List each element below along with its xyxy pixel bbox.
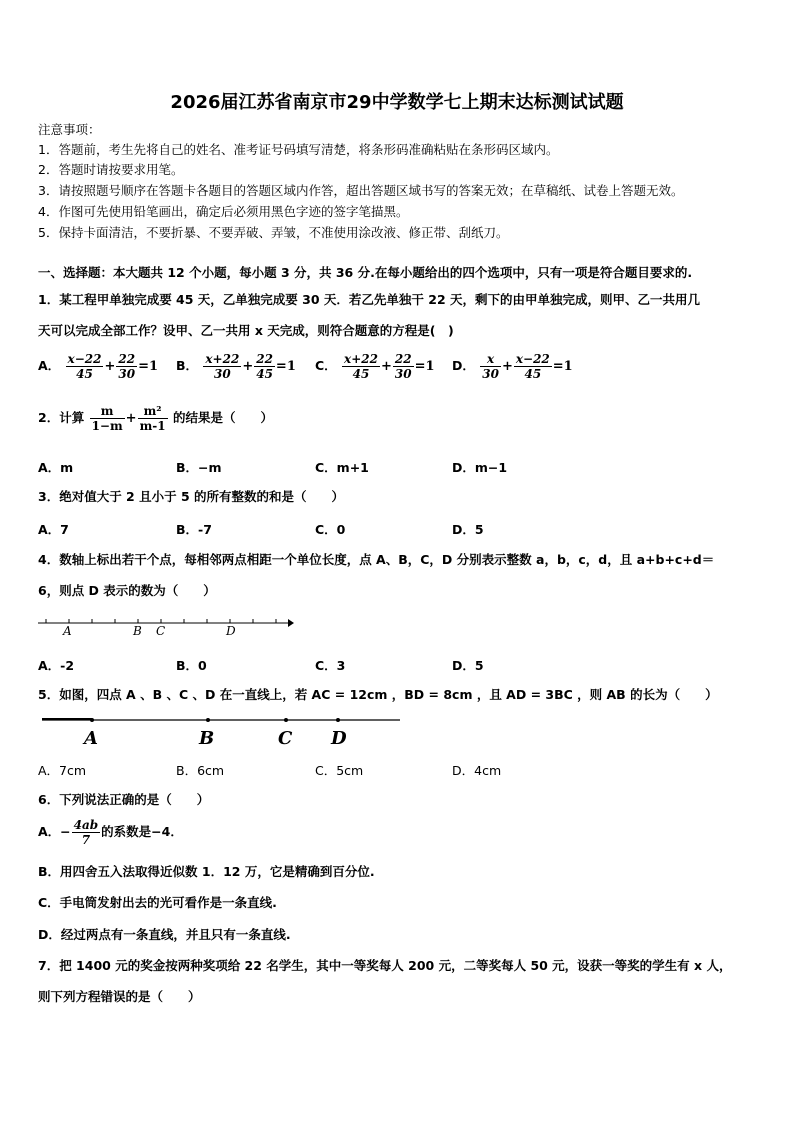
q2-option-d[interactable]: D．m−1 bbox=[452, 460, 508, 475]
segment-label-d: D bbox=[331, 728, 347, 749]
fraction: $\frac{x+22}{30}$ bbox=[205, 352, 240, 381]
q5-option-a[interactable]: A．7cm bbox=[38, 763, 87, 778]
fraction: $\frac{x-22}{45}$ bbox=[515, 352, 550, 381]
q6-option-b[interactable]: B．用四舍五入法取得近似数 1．12 万，它是精确到百分位. bbox=[38, 864, 375, 879]
point-label-c: C bbox=[156, 624, 166, 638]
q4-option-a[interactable]: A．-2 bbox=[38, 658, 75, 673]
q3-option-a[interactable]: A．7 bbox=[38, 522, 69, 537]
q3-option-d[interactable]: D．5 bbox=[452, 522, 484, 537]
fraction: $\frac{\text{m²}}{m-1}$ bbox=[139, 404, 166, 433]
q5-option-d[interactable]: D．4cm bbox=[452, 763, 502, 778]
arrow-icon bbox=[288, 619, 294, 627]
q1-option-d[interactable]: D． $\frac{x}{30}$ + $\frac{x-22}{45}$ =1 bbox=[452, 352, 573, 381]
segment-label-c: C bbox=[278, 728, 293, 749]
q6-option-a[interactable]: A．− $\frac{4ab}{7}$ 的系数是−4． bbox=[38, 818, 183, 847]
fraction: $\frac{x+22}{45}$ bbox=[344, 352, 378, 381]
question-1-line1: 1．某工程甲单独完成要 45 天，乙单独完成要 30 天．若乙先单独干 22 天，剩下的由甲单独完成，则甲、乙一共用几 bbox=[38, 292, 700, 307]
q6-option-c[interactable]: C．手电筒发射出去的光可看作是一条直线. bbox=[38, 895, 277, 910]
page-title: 2026届江苏省南京市29中学数学七上期末达标测试试题 bbox=[170, 92, 624, 113]
section-heading: 一、选择题：本大题共 12 个小题，每小题 3 分，共 36 分.在每小题给出的四个选项中，只有一项是符合题目要求的. bbox=[38, 265, 693, 280]
q5-option-c[interactable]: C．5cm bbox=[315, 763, 364, 778]
point-a-dot bbox=[90, 718, 94, 722]
note-item: 1．答题前，考生先将自己的姓名、准考证号码填写清楚，将条形码准确粘贴在条形码区域内。 bbox=[38, 142, 559, 157]
question-6: 6．下列说法正确的是（ ） bbox=[38, 792, 210, 807]
q6-option-d[interactable]: D．经过两点有一条直线，并且只有一条直线. bbox=[38, 927, 291, 942]
point-c-dot bbox=[284, 718, 288, 722]
fraction: $\frac{x}{30}$ bbox=[482, 352, 499, 381]
q5-option-b[interactable]: B．6cm bbox=[176, 763, 225, 778]
fraction: $\frac{22}{30}$ bbox=[394, 352, 412, 381]
question-5: 5．如图，四点 A 、B 、C 、D 在一直线上，若 AC = 12cm ，BD = 8cm ，且 AD = 3BC ，则 AB 的长为（ ） bbox=[38, 687, 718, 702]
number-line-ticks bbox=[46, 619, 276, 623]
fraction: $\frac{22}{30}$ bbox=[118, 352, 136, 381]
q4-option-c[interactable]: C．3 bbox=[315, 658, 346, 673]
segment-label-b: B bbox=[199, 728, 215, 749]
note-item: 4．作图可先使用铅笔画出，确定后必须用黑色字迹的签字笔描黑。 bbox=[38, 204, 409, 219]
q3-option-b[interactable]: B．-7 bbox=[176, 522, 212, 537]
note-item: 2．答题时请按要求用笔。 bbox=[38, 162, 184, 177]
fraction: $\frac{4ab}{7}$ bbox=[73, 818, 99, 847]
q1-option-b[interactable]: B． $\frac{x+22}{30}$ + $\frac{22}{45}$ =1 bbox=[176, 352, 296, 381]
number-line-diagram bbox=[36, 612, 298, 638]
q3-option-c[interactable]: C．0 bbox=[315, 522, 346, 537]
segment-label-a: A bbox=[84, 728, 98, 749]
fraction: $\frac{x-22}{45}$ bbox=[67, 352, 102, 381]
note-item: 3．请按照题号顺序在答题卡各题目的答题区域内作答，超出答题区域书写的答案无效；在草稿纸、试卷上答题无效。 bbox=[38, 183, 684, 198]
question-4-line2: 6，则点 D 表示的数为（ ） bbox=[38, 583, 216, 598]
q4-option-d[interactable]: D．5 bbox=[452, 658, 484, 673]
q1-option-a[interactable]: A． $\frac{x-22}{45}$ + $\frac{22}{30}$ =1 bbox=[38, 352, 159, 381]
fraction: $\frac{22}{45}$ bbox=[256, 352, 273, 381]
notes-heading: 注意事项： bbox=[38, 122, 101, 137]
question-7-line1: 7．把 1400 元的奖金按两种奖项给 22 名学生，其中一等奖每人 200 元，二等奖每人 50 元，设获一等奖的学生有 x 人， bbox=[38, 958, 732, 973]
question-1-line2: 天可以完成全部工作？设甲、乙一共用 x 天完成，则符合题意的方程是( ) bbox=[38, 323, 454, 338]
point-label-a: A bbox=[63, 624, 72, 638]
question-4-line1: 4．数轴上标出若干个点，每相邻两点相距一个单位长度，点 A、B，C，D 分别表示整数 a，b，c，d，且 a+b+c+d＝ bbox=[38, 552, 715, 567]
q4-option-b[interactable]: B．0 bbox=[176, 658, 207, 673]
question-3: 3．绝对值大于 2 且小于 5 的所有整数的和是（ ） bbox=[38, 489, 345, 504]
question-2: 2．计算 $\frac{m}{1-m}$ + $\frac{\text{m²}}{m-1}$ 的结果是（ ） bbox=[38, 404, 273, 433]
point-d-dot bbox=[336, 718, 340, 722]
fraction: $\frac{m}{1-m}$ bbox=[91, 404, 123, 433]
question-7-line2: 则下列方程错误的是（ ） bbox=[38, 989, 201, 1004]
q2-option-c[interactable]: C．m+1 bbox=[315, 460, 369, 475]
segment-diagram bbox=[40, 714, 404, 726]
note-item: 5．保持卡面清洁，不要折暴、不要弄破、弄皱，不准使用涂改液、修正带、刮纸刀。 bbox=[38, 225, 509, 240]
point-b-dot bbox=[206, 718, 210, 722]
q1-option-c[interactable]: C． $\frac{x+22}{45}$ + $\frac{22}{30}$ =1 bbox=[315, 352, 435, 381]
point-label-b: B bbox=[133, 624, 142, 638]
point-label-d: D bbox=[226, 624, 236, 638]
q2-option-a[interactable]: A．m bbox=[38, 460, 74, 475]
q2-option-b[interactable]: B．−m bbox=[176, 460, 222, 475]
